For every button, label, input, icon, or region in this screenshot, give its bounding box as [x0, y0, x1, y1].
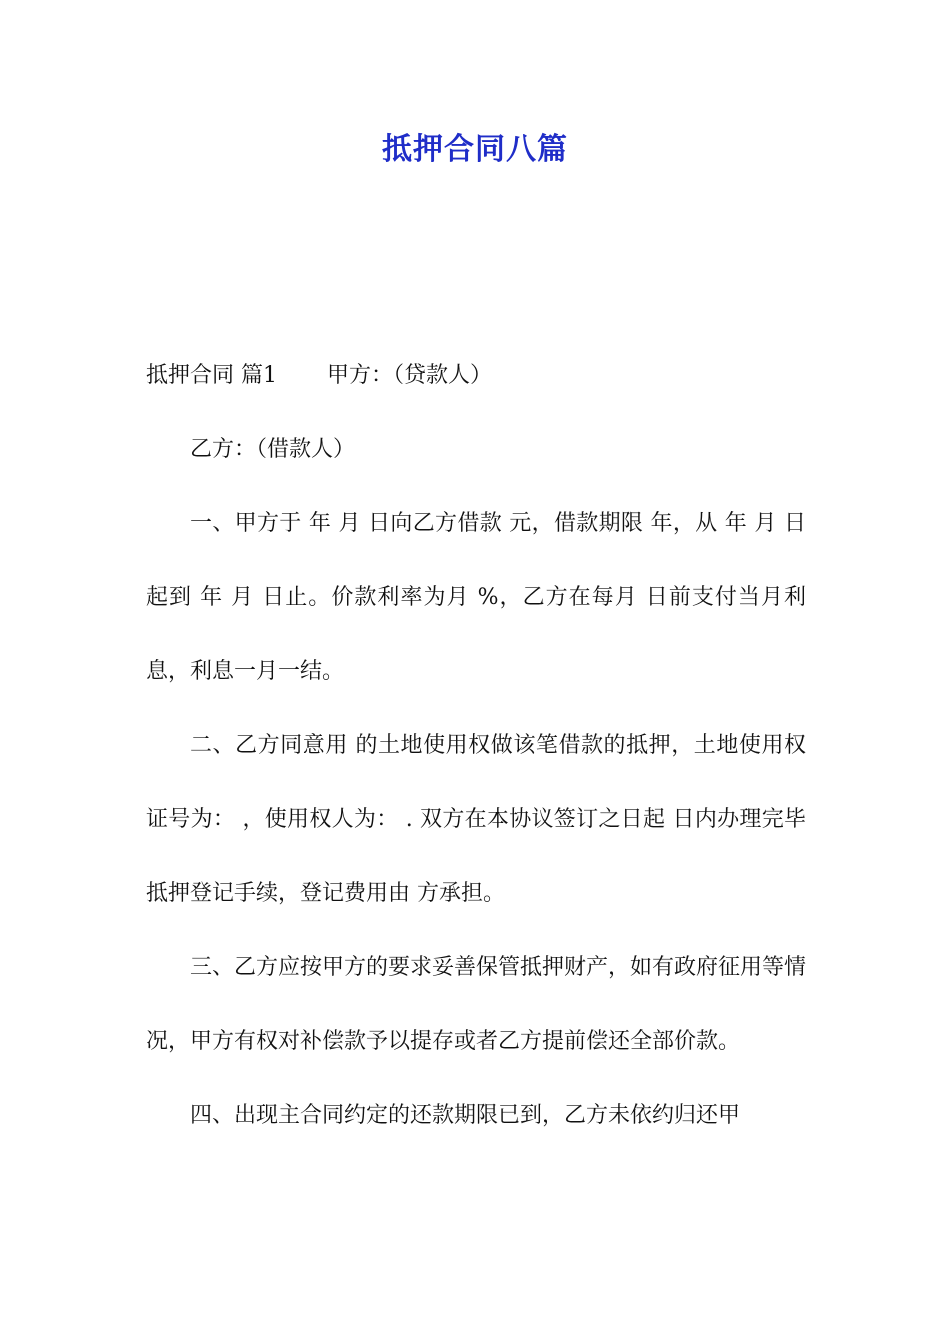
clause-2-paragraph: 二、乙方同意用 的土地使用权做该笔借款的抵押，土地使用权证号为： ，使用权人为： . 双方在本协议签订之日起 日内办理完毕抵押登记手续，登记费用由 方承担。 [146, 733, 806, 906]
first-line [146, 339, 806, 413]
document-title: 抵押合同八篇 [382, 132, 568, 167]
clause-1-paragraph: 一、甲方于 年 月 日向乙方借款 元，借款期限 年，从 年 月 日起到 年 月 日止。价款利率为月 %，乙方在每月 日前支付当月利息，利息一月一结。 [146, 511, 806, 684]
clause-4-paragraph: 四、出现主合同约定的还款期限已到，乙方未依约归还甲 [190, 1103, 741, 1128]
party-a-label: 甲方：（贷款人） [327, 363, 493, 388]
party-b-paragraph: 乙方：（借款人） [190, 437, 356, 462]
section-label: 抵押合同 篇1 [146, 363, 277, 388]
clause-3-paragraph: 三、乙方应按甲方的要求妥善保管抵押财产，如有政府征用等情况，甲方有权对补偿款予以提存或者乙方提前偿还全部价款。 [146, 955, 807, 1054]
document-body [146, 339, 806, 1153]
